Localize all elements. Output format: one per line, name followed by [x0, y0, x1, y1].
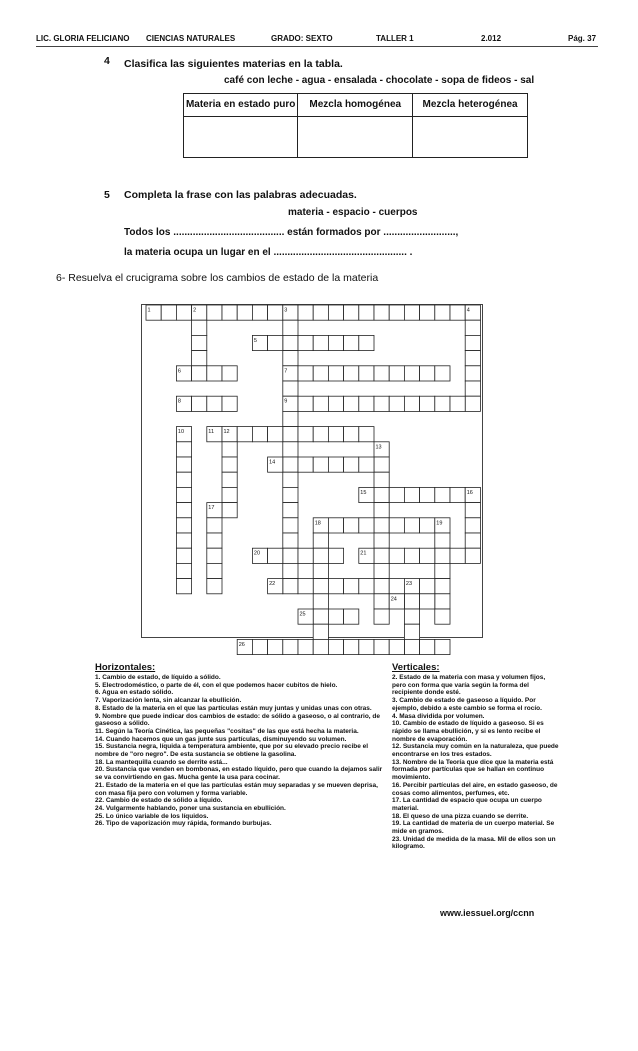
crossword-cell[interactable] [344, 335, 359, 350]
clue-h: 1. Cambio de estado, de líquido a sólido. [95, 674, 221, 681]
crossword-cell[interactable] [313, 305, 328, 320]
crossword-cell[interactable] [359, 305, 374, 320]
crossword-cell[interactable] [283, 411, 298, 426]
crossword-cell[interactable] [465, 351, 480, 366]
crossword-cell[interactable] [222, 305, 237, 320]
crossword-cell[interactable] [389, 305, 404, 320]
crossword-cell[interactable] [313, 639, 328, 654]
crossword-cell[interactable] [359, 366, 374, 381]
crossword-cell[interactable] [176, 533, 191, 548]
crossword-cell[interactable] [313, 533, 328, 548]
crossword-cell[interactable] [374, 305, 389, 320]
clue-v: 2. Estado de la materia con masa y volumen fijos, pero con forma que varía según la forma del recipiente donde esté. [392, 674, 546, 697]
crossword-cell[interactable] [283, 457, 298, 472]
crossword-cell[interactable] [359, 579, 374, 594]
workshop-label: TALLER 1 [376, 34, 414, 43]
crossword-cell[interactable] [268, 335, 283, 350]
crossword-cell[interactable] [389, 579, 404, 594]
clue-v: 18. El queso de una pizza cuando se derrite. [392, 812, 529, 820]
crossword-cell[interactable] [298, 457, 313, 472]
crossword-cell[interactable] [283, 487, 298, 502]
crossword-cell[interactable] [298, 335, 313, 350]
crossword-cell[interactable] [420, 579, 435, 594]
crossword-number: 8 [177, 398, 181, 405]
q4-title: Clasifica las siguientes materias en la tabla. [124, 58, 343, 70]
crossword-cell[interactable] [389, 548, 404, 563]
crossword-cell[interactable] [344, 579, 359, 594]
crossword-cell[interactable] [192, 320, 207, 335]
crossword-cell[interactable] [359, 335, 374, 350]
crossword-number: 7 [284, 368, 288, 375]
crossword-cell[interactable] [389, 518, 404, 533]
crossword-cell[interactable] [328, 366, 343, 381]
crossword-number: 14 [269, 459, 276, 466]
q4-number: 4 [104, 55, 110, 67]
crossword-cell[interactable] [359, 518, 374, 533]
crossword-cell[interactable] [465, 503, 480, 518]
crossword-cell[interactable] [465, 518, 480, 533]
crossword-cell[interactable] [313, 396, 328, 411]
clue-h: 22. Cambio de estado de sólido a líquido. [95, 797, 223, 805]
crossword-cell[interactable] [404, 548, 419, 563]
crossword-cell[interactable] [313, 366, 328, 381]
clue-h: 21. Estado de la materia en el que las partículas están muy separadas y se mueven deprisa, con masa fija pero con volumen y forma variable. [95, 781, 378, 797]
crossword-cell[interactable] [344, 427, 359, 442]
crossword-cell[interactable] [374, 487, 389, 502]
crossword-cell[interactable] [283, 563, 298, 578]
crossword-cell[interactable] [298, 305, 313, 320]
clue-h: 8. Estado de la materia en el que las partículas están muy juntas y unidas unas con otras. [95, 704, 372, 712]
crossword-cell[interactable] [374, 548, 389, 563]
crossword-cell[interactable] [207, 518, 222, 533]
clue-v: 3. Cambio de estado de gaseoso a líquido. Por ejemplo, debido a este cambio se forma el rocío. [392, 697, 542, 712]
crossword-cell[interactable] [420, 548, 435, 563]
crossword-cell[interactable] [283, 472, 298, 487]
crossword-cell[interactable] [450, 487, 465, 502]
clue-v: 16. Percibir partículas del aire, en estado gaseoso, de cosas como alimentos, perfumes, etc. [392, 781, 558, 797]
crossword-cell[interactable] [192, 351, 207, 366]
q5-line1[interactable]: Todos los ........................................ están formados por .........................., [124, 227, 459, 238]
crossword-cell[interactable] [328, 579, 343, 594]
crossword-cell[interactable] [465, 320, 480, 335]
crossword-cell[interactable] [420, 366, 435, 381]
crossword-cell[interactable] [404, 624, 419, 639]
crossword-cell[interactable] [298, 548, 313, 563]
crossword-cell[interactable] [192, 366, 207, 381]
clue-h: 11. Según la Teoría Cinética, las pequeñas "cositas" de las que está hecha la materia. [95, 727, 359, 735]
crossword-svg[interactable] [142, 305, 482, 648]
crossword-cell[interactable] [268, 427, 283, 442]
crossword-number: 20 [253, 550, 261, 557]
clue-v: 10. Cambio de estado de líquido a gaseoso. Si es rápido se llama ebullición, y si es lento recibe el nombre de evaporación. [392, 720, 544, 743]
answer-cell-pure[interactable] [184, 117, 298, 158]
crossword-cell[interactable] [313, 609, 328, 624]
crossword-cell[interactable] [176, 563, 191, 578]
crossword-cell[interactable] [465, 335, 480, 350]
crossword-cell[interactable] [176, 472, 191, 487]
crossword-cell[interactable] [222, 457, 237, 472]
crossword-cell[interactable] [359, 639, 374, 654]
crossword-cell[interactable] [465, 396, 480, 411]
crossword-number: 19 [436, 520, 443, 527]
crossword-cell[interactable] [237, 305, 252, 320]
crossword-cell[interactable] [328, 609, 343, 624]
q6-title: 6- Resuelva el crucigrama sobre los cambios de estado de la materia [56, 272, 379, 284]
q4-words: café con leche - agua - ensalada - chocolate - sopa de fideos - sal [224, 75, 535, 86]
crossword-cell[interactable] [176, 305, 191, 320]
crossword-cell[interactable] [298, 639, 313, 654]
crossword-cell[interactable] [313, 335, 328, 350]
crossword-cell[interactable] [207, 579, 222, 594]
crossword-cell[interactable] [252, 305, 267, 320]
crossword-cell[interactable] [283, 548, 298, 563]
crossword-cell[interactable] [420, 305, 435, 320]
crossword-cell[interactable] [435, 579, 450, 594]
crossword-number: 18 [314, 520, 321, 527]
clue-h: 25. Lo único variable de los líquidos. [95, 812, 209, 820]
crossword-cell[interactable] [374, 518, 389, 533]
crossword-cell[interactable] [344, 518, 359, 533]
crossword-cell[interactable] [268, 548, 283, 563]
crossword-cell[interactable] [435, 548, 450, 563]
crossword-cell[interactable] [435, 594, 450, 609]
page-number: Pág. 37 [568, 34, 597, 43]
crossword-number: 10 [177, 429, 185, 436]
crossword-cell[interactable] [176, 579, 191, 594]
crossword-cell[interactable] [176, 442, 191, 457]
crossword-number: 1 [147, 307, 151, 314]
crossword-cell[interactable] [420, 396, 435, 411]
crossword-cell[interactable] [374, 579, 389, 594]
col-pure-matter: Materia en estado puro [184, 94, 298, 117]
clue-h: 24. Vulgarmente hablando, poner una sustancia en ebullición. [95, 804, 286, 812]
crossword-cell[interactable] [404, 396, 419, 411]
crossword-cell[interactable] [176, 548, 191, 563]
clue-v: 4. Masa dividida por volumen. [392, 712, 485, 720]
crossword-cell[interactable] [435, 396, 450, 411]
crossword-cell[interactable] [328, 518, 343, 533]
crossword-cell[interactable] [283, 518, 298, 533]
clue-v: 13. Nombre de la Teoría que dice que la materia está formada por partículas que se hallan en continuo movimiento. [392, 758, 554, 782]
crossword-cell[interactable] [404, 609, 419, 624]
classification-table [183, 93, 528, 158]
crossword-number: 9 [284, 398, 288, 405]
crossword-cell[interactable] [283, 503, 298, 518]
crossword-cell[interactable] [435, 305, 450, 320]
crossword-cell[interactable] [328, 639, 343, 654]
crossword-cell[interactable] [389, 487, 404, 502]
horizontal-clues [95, 662, 385, 828]
year-label: 2.012 [481, 34, 502, 43]
crossword-cell[interactable] [313, 548, 328, 563]
crossword-number: 22 [269, 581, 276, 588]
vertical-clues [392, 662, 560, 851]
crossword-cell[interactable] [465, 548, 480, 563]
crossword-cell[interactable] [298, 427, 313, 442]
crossword-cell[interactable] [207, 548, 222, 563]
crossword-cell[interactable] [435, 563, 450, 578]
q5-title: Completa la frase con las palabras adecuadas. [124, 189, 357, 201]
crossword-number: 2 [193, 307, 197, 314]
clue-h: 5. Electrodoméstico, o parte de él, con el que podemos hacer cubitos de hielo. [95, 681, 338, 689]
crossword-number: 4 [466, 307, 470, 314]
clue-v: 19. La cantidad de materia de un cuerpo material. Se mide en gramos. [392, 820, 555, 836]
crossword-cell[interactable] [420, 639, 435, 654]
crossword-cell[interactable] [283, 442, 298, 457]
crossword-cell[interactable] [283, 579, 298, 594]
crossword-number: 21 [360, 550, 367, 557]
crossword-cell[interactable] [283, 639, 298, 654]
clue-h: 15. Sustancia negra, líquida a temperatura ambiente, que por su elevado precio recibe el nombre de "oro negro". De esta sustancia se obtiene la gasolina. [95, 743, 369, 759]
crossword-cell[interactable] [207, 396, 222, 411]
crossword-cell[interactable] [252, 427, 267, 442]
crossword-cell[interactable] [192, 335, 207, 350]
crossword-cell[interactable] [222, 442, 237, 457]
crossword-cell[interactable] [374, 609, 389, 624]
crossword-cell[interactable] [176, 487, 191, 502]
crossword-cell[interactable] [404, 594, 419, 609]
crossword-cell[interactable] [192, 396, 207, 411]
crossword-cell[interactable] [435, 366, 450, 381]
crossword-cell[interactable] [404, 639, 419, 654]
crossword-cell[interactable] [283, 351, 298, 366]
clue-h: 26. Tipo de vaporización muy rápida, formando burbujas. [95, 820, 272, 828]
crossword-cell[interactable] [207, 533, 222, 548]
clue-v: 17. La cantidad de espacio que ocupa un cuerpo material. [392, 797, 542, 812]
crossword-cell[interactable] [389, 396, 404, 411]
vertical-title: Verticales: [392, 662, 440, 673]
crossword-cell[interactable] [374, 533, 389, 548]
crossword-number: 24 [390, 596, 397, 603]
crossword-cell[interactable] [344, 305, 359, 320]
crossword-cell[interactable] [465, 366, 480, 381]
crossword-cell[interactable] [389, 639, 404, 654]
crossword-number: 17 [208, 505, 215, 512]
q5-number: 5 [104, 189, 110, 201]
crossword-cell[interactable] [465, 381, 480, 396]
crossword-cell[interactable] [420, 518, 435, 533]
crossword-cell[interactable] [374, 639, 389, 654]
crossword-cell[interactable] [313, 579, 328, 594]
crossword-cell[interactable] [328, 396, 343, 411]
crossword-number: 23 [405, 581, 413, 588]
crossword-cell[interactable] [435, 487, 450, 502]
crossword-cell[interactable] [222, 487, 237, 502]
source-url: www.iessuel.org/ccnn [440, 908, 535, 918]
crossword-cell[interactable] [404, 487, 419, 502]
clue-h: 7. Vaporización lenta, sin alcanzar la ebullición. [95, 697, 242, 705]
clue-h: 14. Cuando hacemos que un gas junte sus partículas, disminuyendo su volumen. [95, 735, 347, 743]
crossword-number: 3 [284, 307, 288, 314]
crossword-cell[interactable] [359, 457, 374, 472]
crossword-cell[interactable] [404, 518, 419, 533]
crossword-number: 25 [299, 611, 306, 618]
crossword-cell[interactable] [268, 639, 283, 654]
clue-v: 23. Unidad de medida de la masa. Mil de ellos son un kilogramo. [392, 835, 556, 851]
crossword-cell[interactable] [252, 639, 267, 654]
crossword-cell[interactable] [328, 305, 343, 320]
crossword-cell[interactable] [298, 396, 313, 411]
horizontal-title: Horizontales: [95, 662, 156, 673]
crossword-cell[interactable] [344, 396, 359, 411]
crossword-cell[interactable] [374, 396, 389, 411]
q5-line2[interactable]: la materia ocupa un lugar en el ................................................ . [124, 247, 413, 258]
crossword-cell[interactable] [313, 563, 328, 578]
clue-v: 12. Sustancia muy común en la naturaleza, que puede encontrarse en los tres estados. [392, 743, 559, 759]
crossword-cell[interactable] [298, 366, 313, 381]
col-homogeneous-mixture: Mezcla homogénea [298, 94, 413, 117]
crossword-cell[interactable] [313, 594, 328, 609]
crossword-cell[interactable] [283, 533, 298, 548]
crossword-cell[interactable] [207, 366, 222, 381]
crossword-cell[interactable] [404, 305, 419, 320]
crossword-cell[interactable] [374, 457, 389, 472]
crossword-cell[interactable] [435, 533, 450, 548]
crossword-cell[interactable] [283, 335, 298, 350]
crossword-cell[interactable] [359, 396, 374, 411]
crossword-number: 15 [360, 489, 367, 496]
crossword-cell[interactable] [222, 472, 237, 487]
grade-label: GRADO: SEXTO [271, 34, 333, 43]
crossword-cell[interactable] [374, 472, 389, 487]
crossword-cell[interactable] [283, 320, 298, 335]
crossword-grid[interactable] [141, 304, 483, 648]
crossword-cell[interactable] [389, 366, 404, 381]
crossword-cell[interactable] [465, 533, 480, 548]
crossword-cell[interactable] [176, 457, 191, 472]
crossword-number: 13 [375, 444, 382, 451]
crossword-cell[interactable] [404, 366, 419, 381]
crossword-cell[interactable] [435, 639, 450, 654]
crossword-number: 5 [253, 337, 257, 344]
crossword-number: 6 [177, 368, 181, 375]
col-heterogeneous-mixture: Mezcla heterogénea [413, 94, 528, 117]
crossword-cell[interactable] [283, 381, 298, 396]
crossword-cell[interactable] [328, 335, 343, 350]
crossword-cell[interactable] [435, 609, 450, 624]
crossword-cell[interactable] [207, 563, 222, 578]
crossword-number: 11 [208, 429, 215, 436]
crossword-cell[interactable] [344, 457, 359, 472]
crossword-number: 12 [223, 429, 230, 436]
crossword-cell[interactable] [176, 503, 191, 518]
crossword-cell[interactable] [374, 594, 389, 609]
crossword-cell[interactable] [328, 548, 343, 563]
crossword-number: 26 [238, 641, 245, 648]
crossword-cell[interactable] [344, 609, 359, 624]
clue-h: 18. La mantequilla cuando se derrite está... [95, 758, 228, 766]
crossword-cell[interactable] [344, 639, 359, 654]
answer-cell-heterogeneous[interactable] [413, 117, 528, 158]
crossword-cell[interactable] [450, 396, 465, 411]
crossword-number: 16 [466, 489, 473, 496]
crossword-cell[interactable] [313, 457, 328, 472]
crossword-cell[interactable] [420, 594, 435, 609]
page-header [36, 33, 598, 47]
crossword-cell[interactable] [450, 548, 465, 563]
crossword-cell[interactable] [328, 427, 343, 442]
crossword-cell[interactable] [313, 624, 328, 639]
crossword-cell[interactable] [313, 427, 328, 442]
crossword-cell[interactable] [359, 427, 374, 442]
clue-h: 6. Agua en estado sólido. [95, 689, 174, 697]
crossword-cell[interactable] [176, 518, 191, 533]
crossword-cell[interactable] [344, 366, 359, 381]
crossword-cell[interactable] [268, 305, 283, 320]
crossword-cell[interactable] [298, 579, 313, 594]
crossword-cell[interactable] [222, 396, 237, 411]
crossword-cell[interactable] [207, 305, 222, 320]
q5-words: materia - espacio - cuerpos [288, 207, 418, 218]
crossword-cell[interactable] [374, 366, 389, 381]
crossword-cell[interactable] [450, 305, 465, 320]
answer-cell-homogeneous[interactable] [298, 117, 413, 158]
crossword-cell[interactable] [420, 487, 435, 502]
crossword-cell[interactable] [283, 427, 298, 442]
crossword-cell[interactable] [237, 427, 252, 442]
crossword-cell[interactable] [161, 305, 176, 320]
crossword-cell[interactable] [374, 503, 389, 518]
school-name: LIC. GLORIA FELICIANO [36, 34, 130, 43]
subject-name: CIENCIAS NATURALES [146, 34, 236, 43]
crossword-cell[interactable] [222, 503, 237, 518]
clue-h: 20. Sustancia que venden en bombonas, en estado líquido, pero que cuando la dejamos salir se va convirtiendo en gas. Mucha gente la usa para cocinar. [95, 766, 383, 782]
crossword-cell[interactable] [328, 457, 343, 472]
clue-h: 9. Nombre que puede indicar dos cambios de estado: de sólido a gaseoso, o al contrario, de gaseoso a sólido. [95, 712, 380, 728]
crossword-cell[interactable] [222, 366, 237, 381]
crossword-cell[interactable] [374, 563, 389, 578]
